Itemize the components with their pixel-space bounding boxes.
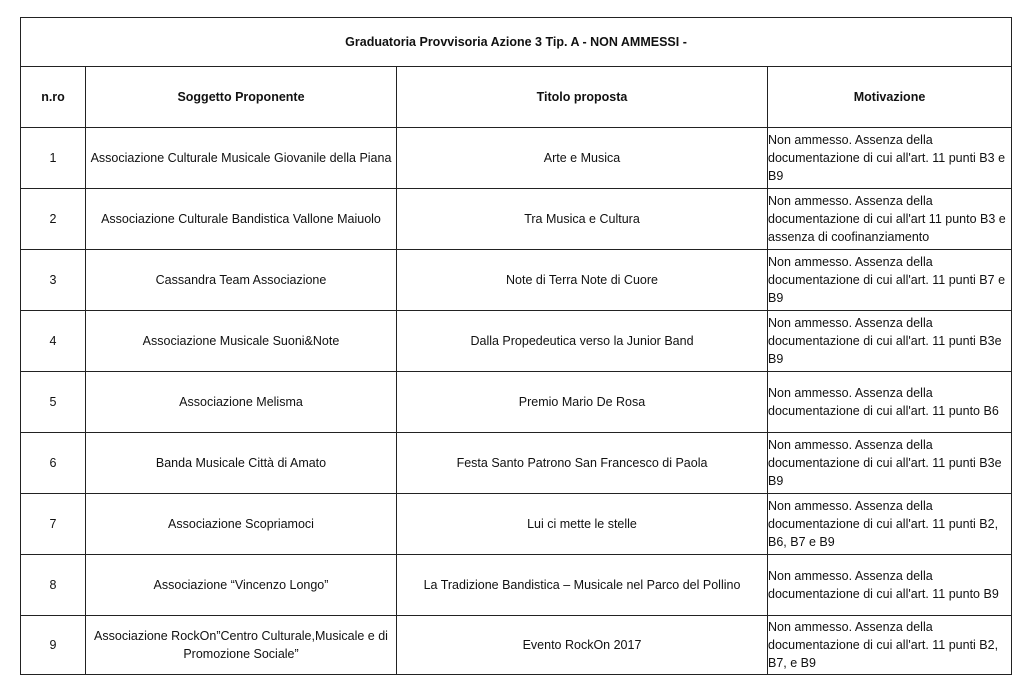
cell-soggetto: Associazione Culturale Bandistica Vallone Maiuolo	[86, 189, 397, 250]
cell-motivazione: Non ammesso. Assenza della documentazione di cui all'art. 11 punti B3e B9	[768, 433, 1012, 494]
table-title-row	[21, 18, 1012, 67]
cell-soggetto: Associazione Culturale Musicale Giovanile della Piana	[86, 128, 397, 189]
column-header-nro: n.ro	[21, 67, 86, 128]
cell-titolo: Lui ci mette le stelle	[397, 494, 768, 555]
cell-nro: 5	[21, 372, 86, 433]
cell-titolo: Arte e Musica	[397, 128, 768, 189]
table-row	[21, 311, 1012, 372]
cell-titolo: Note di Terra Note di Cuore	[397, 250, 768, 311]
cell-titolo: Premio Mario De Rosa	[397, 372, 768, 433]
cell-titolo: Evento RockOn 2017	[397, 616, 768, 675]
column-header-titolo: Titolo proposta	[397, 67, 768, 128]
cell-titolo: La Tradizione Bandistica – Musicale nel Parco del Pollino	[397, 555, 768, 616]
cell-titolo: Festa Santo Patrono San Francesco di Paola	[397, 433, 768, 494]
cell-titolo: Tra Musica e Cultura	[397, 189, 768, 250]
cell-titolo: Dalla Propedeutica verso la Junior Band	[397, 311, 768, 372]
cell-motivazione: Non ammesso. Assenza della documentazione di cui all'art. 11 punti B3 e B9	[768, 128, 1012, 189]
cell-soggetto: Associazione RockOn”Centro Culturale,Musicale e di Promozione Sociale”	[86, 616, 397, 675]
cell-soggetto: Cassandra Team Associazione	[86, 250, 397, 311]
cell-motivazione: Non ammesso. Assenza della documentazione di cui all'art 11 punto B3 e assenza di coofinanziamento	[768, 189, 1012, 250]
table-row	[21, 555, 1012, 616]
table-title: Graduatoria Provvisoria Azione 3 Tip. A - NON AMMESSI -	[21, 18, 1012, 67]
cell-motivazione: Non ammesso. Assenza della documentazione di cui all'art. 11 punti B3e B9	[768, 311, 1012, 372]
table-row	[21, 616, 1012, 675]
table-row	[21, 189, 1012, 250]
cell-soggetto: Associazione Melisma	[86, 372, 397, 433]
cell-nro: 8	[21, 555, 86, 616]
table-row	[21, 250, 1012, 311]
cell-motivazione: Non ammesso. Assenza della documentazione di cui all'art. 11 punto B9	[768, 555, 1012, 616]
cell-soggetto: Associazione Musicale Suoni&Note	[86, 311, 397, 372]
table-row	[21, 433, 1012, 494]
cell-nro: 9	[21, 616, 86, 675]
cell-nro: 3	[21, 250, 86, 311]
cell-soggetto: Banda Musicale Città di Amato	[86, 433, 397, 494]
cell-motivazione: Non ammesso. Assenza della documentazione di cui all'art. 11 punti B7 e B9	[768, 250, 1012, 311]
cell-nro: 4	[21, 311, 86, 372]
cell-motivazione: Non ammesso. Assenza della documentazione di cui all'art. 11 punto B6	[768, 372, 1012, 433]
cell-soggetto: Associazione “Vincenzo Longo”	[86, 555, 397, 616]
column-header-soggetto: Soggetto Proponente	[86, 67, 397, 128]
cell-nro: 1	[21, 128, 86, 189]
header-row	[21, 67, 1012, 128]
cell-nro: 6	[21, 433, 86, 494]
table-row	[21, 494, 1012, 555]
ranking-table	[20, 17, 1012, 675]
cell-motivazione: Non ammesso. Assenza della documentazione di cui all'art. 11 punti B2, B7, e B9	[768, 616, 1012, 675]
cell-nro: 7	[21, 494, 86, 555]
cell-soggetto: Associazione Scopriamoci	[86, 494, 397, 555]
cell-nro: 2	[21, 189, 86, 250]
cell-motivazione: Non ammesso. Assenza della documentazione di cui all'art. 11 punti B2, B6, B7 e B9	[768, 494, 1012, 555]
table-row	[21, 372, 1012, 433]
column-header-motivazione: Motivazione	[768, 67, 1012, 128]
table-row	[21, 128, 1012, 189]
